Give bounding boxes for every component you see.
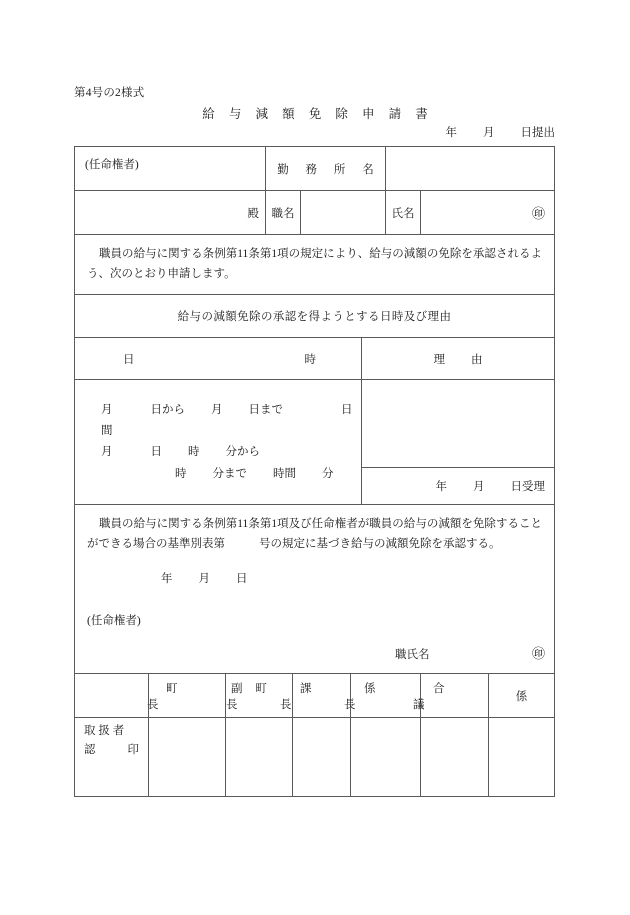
reason-column-label: 理由: [433, 353, 509, 366]
handler-label-text-2b: 印: [127, 743, 139, 756]
receipt-year-label: 年: [435, 481, 447, 494]
page-title: 給 与 減 額 免 除 申 請 書: [202, 107, 434, 121]
stamp-table-body: [75, 718, 554, 796]
form-number: 第4号の2様式: [74, 87, 145, 99]
signature-label: 職氏名: [395, 648, 430, 661]
dono-label-cell: [75, 191, 266, 234]
receipt-month-label: 月: [473, 481, 485, 494]
approval-day-label: 日: [236, 573, 248, 586]
stamp-table-header: [75, 674, 554, 718]
approval-signature-line: [285, 643, 545, 666]
handler-label-text-1: 取 扱 者: [84, 725, 125, 738]
appointer-label-cell: [75, 147, 266, 190]
submission-date-line: [446, 124, 556, 140]
datetime-header-cell: [75, 338, 362, 379]
datetime-entry-cell[interactable]: [75, 380, 362, 504]
post-label-cell: [266, 191, 301, 234]
appointer-label: (任命権者): [85, 159, 139, 171]
post-label: 職名: [271, 207, 295, 220]
reason-input[interactable]: [362, 380, 554, 468]
datetime-line-2: [101, 442, 361, 463]
post-input[interactable]: [301, 191, 386, 234]
minute-from-label: 分から: [225, 446, 260, 459]
stamp-cell-consultation[interactable]: [421, 718, 489, 796]
receipt-day-label: 日受理: [510, 481, 545, 494]
hour-label-1: 時: [188, 446, 200, 459]
datetime-line-3: [101, 464, 361, 485]
minutes-total-label: 分: [322, 467, 334, 480]
approval-appointer-label: (任命権者): [87, 615, 141, 628]
name-input[interactable]: [421, 191, 554, 234]
stamp-header-clerk: 係: [515, 690, 528, 703]
handler-label-text-2a: 認: [84, 743, 96, 756]
statement-line-1: 職員の給与に関する条例第11条第1項の規定により、給与の減額の免除を承認されるよ: [99, 248, 542, 260]
hours-total-label: 時間: [273, 467, 296, 480]
section-heading: 給与の減額免除の承認を得ようとする日時及び理由: [177, 311, 452, 324]
seal-icon: ㊞: [531, 206, 545, 221]
stamp-header-consultation: 合 議: [421, 674, 489, 717]
time-column-label: 時: [304, 353, 316, 366]
approval-line-2a: ができる場合の基準別表第: [87, 538, 225, 551]
stamp-header-blank: [75, 674, 149, 717]
seal-icon: ㊞: [531, 646, 545, 662]
office-name-label: 勤 務 所 名: [277, 163, 381, 176]
month-label-3: 月: [101, 446, 113, 459]
stamp-cell-mayor[interactable]: [149, 718, 226, 796]
applicant-row-office: [75, 147, 554, 191]
entry-column-headers: [75, 338, 554, 380]
office-name-input[interactable]: [386, 147, 554, 190]
submit-month-label: 月: [483, 127, 495, 139]
day-to-label: 日まで: [248, 403, 283, 416]
dono-label: 殿: [247, 207, 259, 220]
days-count-label: 日間: [101, 403, 353, 437]
reason-entry-column: [362, 380, 554, 504]
stamp-header-deputy-mayor: 副 町 長: [226, 674, 293, 717]
stamp-header-mayor: 町 長: [149, 674, 226, 717]
entry-body-row: [75, 380, 554, 505]
stamp-header-subsection-chief: 係 長: [351, 674, 421, 717]
receipt-date-line: [362, 468, 554, 504]
stamp-header-section-chief: 課 長: [293, 674, 351, 717]
hour-label-2: 時: [175, 467, 187, 480]
submit-day-label: 日提出: [520, 127, 555, 139]
month-label-1: 月: [101, 403, 113, 416]
stamp-cell-subsection-chief[interactable]: [351, 718, 421, 796]
office-name-label-cell: [266, 147, 386, 190]
stamp-cell-deputy-mayor[interactable]: [226, 718, 293, 796]
approval-block: [75, 505, 554, 673]
name-label-cell: [386, 191, 421, 234]
approval-line-1: 職員の給与に関する条例第11条第1項及び任命権者が職員の給与の減額を免除すること: [99, 518, 542, 531]
handler-label-line-2: [75, 741, 148, 759]
form-table: [74, 146, 555, 797]
day-column-label: 日: [123, 353, 135, 366]
name-label: 氏名: [391, 207, 415, 220]
section-heading-row: [75, 295, 554, 338]
applicant-row-name: [75, 191, 554, 235]
minute-to-label: 分まで: [212, 467, 247, 480]
stamp-cell-clerk[interactable]: [489, 718, 554, 796]
month-label-2: 月: [211, 403, 223, 416]
submit-year-label: 年: [445, 127, 457, 139]
statement-line-2: う、次のとおり申請します。: [87, 268, 236, 281]
day-label-1: 日: [150, 446, 162, 459]
datetime-line-1: [101, 400, 361, 443]
approval-row: [75, 505, 554, 674]
approval-line-2b: 号の規定に基づき給与の減額免除を承認する。: [259, 538, 501, 551]
statement-text: [75, 235, 554, 294]
stamp-cell-section-chief[interactable]: [293, 718, 351, 796]
approval-month-label: 月: [198, 573, 210, 586]
approval-year-label: 年: [161, 573, 173, 586]
approval-date-line: [161, 569, 248, 589]
statement-row: [75, 235, 554, 295]
handler-seal-label-cell: [75, 718, 149, 796]
day-from-label: 日から: [150, 403, 185, 416]
handler-label-line-1: [75, 722, 148, 740]
